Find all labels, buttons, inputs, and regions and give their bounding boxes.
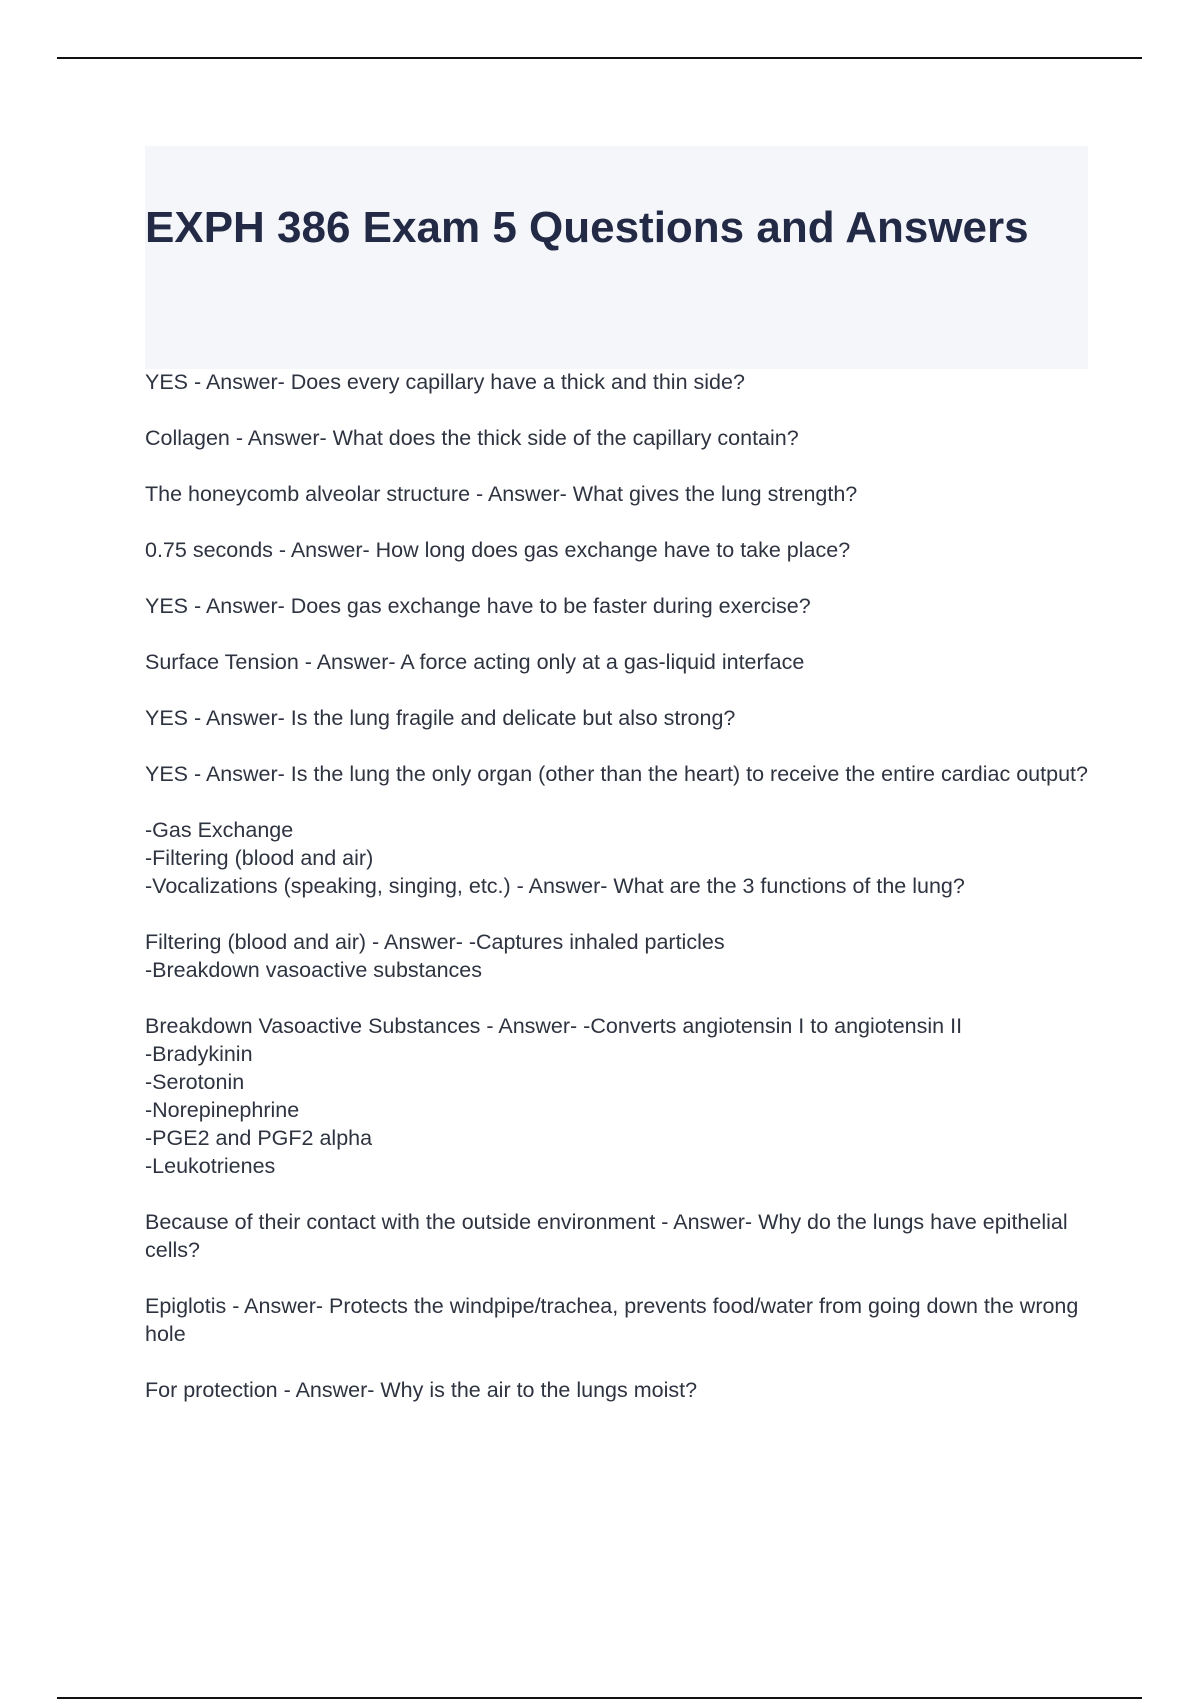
- qa-item: Breakdown Vasoactive Substances - Answer- -Converts angiotensin I to angiotensin II -Bradykinin -Serotonin -Norepinephrine -PGE2 and PGF2 alpha -Leukotrienes: [145, 1014, 963, 1178]
- title-banner: [145, 146, 1088, 369]
- qa-item: YES - Answer- Is the lung the only organ (other than the heart) to receive the entire cardiac output?: [145, 762, 1088, 786]
- qa-item: Because of their contact with the outside environment - Answer- Why do the lungs have epithelial cells?: [145, 1210, 1068, 1262]
- qa-item: 0.75 seconds - Answer- How long does gas exchange have to take place?: [145, 538, 851, 562]
- qa-list: [145, 368, 1105, 1432]
- qa-item: YES - Answer- Does gas exchange have to be faster during exercise?: [145, 594, 811, 618]
- page-title: EXPH 386 Exam 5 Questions and Answers: [145, 203, 1029, 252]
- header-rule: [57, 57, 1142, 59]
- qa-item: Epiglotis - Answer- Protects the windpipe/trachea, prevents food/water from going down the wrong hole: [145, 1294, 1079, 1346]
- footer-rule: [57, 1697, 1142, 1699]
- qa-item: Filtering (blood and air) - Answer- -Captures inhaled particles -Breakdown vasoactive substances: [145, 930, 725, 982]
- qa-item: Surface Tension - Answer- A force acting only at a gas-liquid interface: [145, 650, 805, 674]
- qa-item: For protection - Answer- Why is the air to the lungs moist?: [145, 1378, 698, 1402]
- qa-item: -Gas Exchange -Filtering (blood and air) -Vocalizations (speaking, singing, etc.) - Answer- What are the 3 functions of the lung?: [145, 818, 965, 898]
- qa-item: YES - Answer- Does every capillary have a thick and thin side?: [145, 370, 745, 394]
- qa-item: YES - Answer- Is the lung fragile and delicate but also strong?: [145, 706, 736, 730]
- qa-item: The honeycomb alveolar structure - Answer- What gives the lung strength?: [145, 482, 858, 506]
- qa-item: Collagen - Answer- What does the thick side of the capillary contain?: [145, 426, 799, 450]
